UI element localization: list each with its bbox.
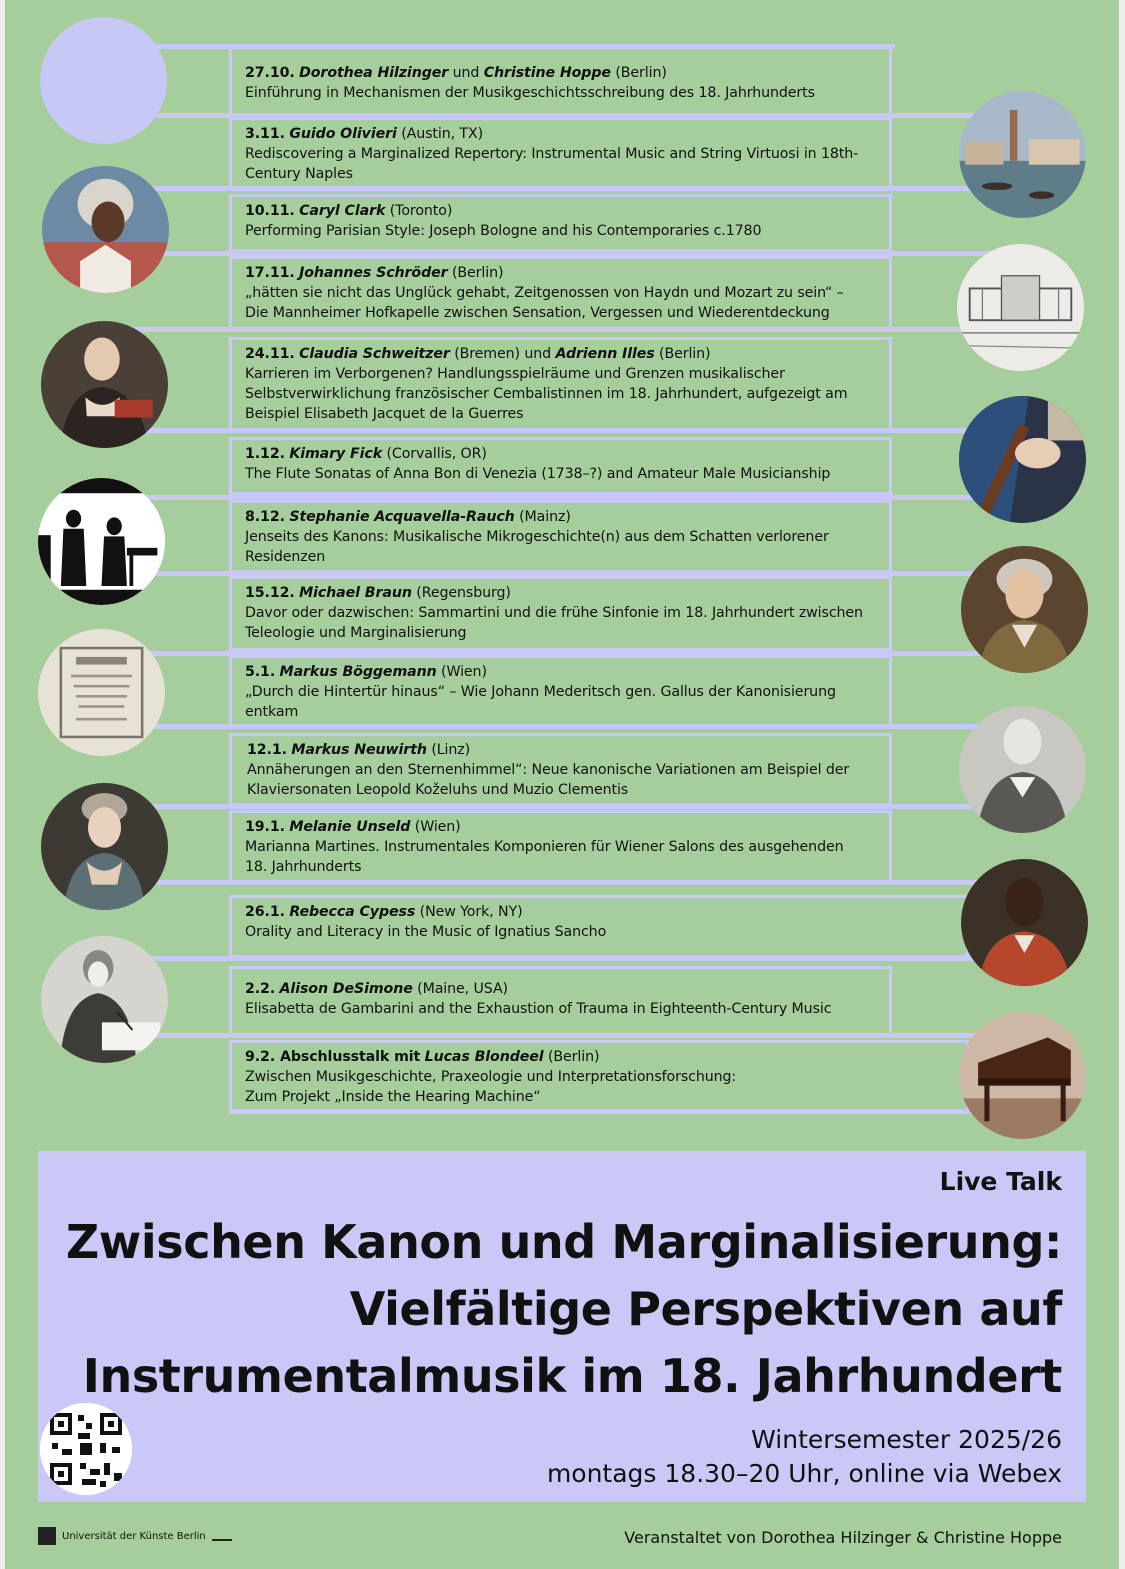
event-item: 26.1. Rebecca Cypess (New York, NY) Orality and Literacy in the Music of Ignatius Sancho xyxy=(229,895,969,958)
event-item: 24.11. Claudia Schweitzer (Bremen) und Adrienn Illes (Berlin) Karrieren im Verborgenen? Handlungsspielräume und Grenzen musikalischer Selbstverwirklichung französischer Cembalistinnen im 18. Jahrhundert, aufgezeigt am Beispiel Elisabeth Jacquet de la Guerres xyxy=(229,337,892,432)
event-item: 9.2. Abschlusstalk mit Lucas Blondeel (Berlin) Zwischen Musikgeschichte, Praxeologie und Interpretationsforschung: Zum Projekt „Inside the Hearing Machine“ xyxy=(229,1040,969,1112)
event-item: 12.1. Markus Neuwirth (Linz) Annäherungen an den Sternenhimmel“: Neue kanonische Variationen am Beispiel der Klaviersonaten Leopold Koželuhs und Muzio Clementis xyxy=(229,733,892,806)
portrait-image xyxy=(961,546,1088,673)
right-edge xyxy=(1119,0,1125,1569)
university-logo[interactable]: Universität der Künste Berlin xyxy=(38,1527,232,1545)
portrait-image xyxy=(961,859,1088,986)
flute-painting-image xyxy=(959,396,1086,523)
left-edge xyxy=(0,0,5,1569)
organizers-text: Veranstaltet von Dorothea Hilzinger & Christine Hoppe xyxy=(624,1528,1062,1547)
series-title: Zwischen Kanon und Marginalisierung: Vielfältige Perspektiven auf Instrumentalmusik im 18. Jahrhundert xyxy=(65,1215,1062,1403)
lavender-circle xyxy=(40,17,167,144)
event-item: 2.2. Alison DeSimone (Maine, USA) Elisabetta de Gambarini and the Exhaustion of Trauma in Eighteenth-Century Music xyxy=(229,966,892,1036)
engraving-image xyxy=(41,936,168,1063)
title-page-image xyxy=(38,629,165,756)
qr-code[interactable] xyxy=(40,1403,132,1495)
portrait-image xyxy=(959,706,1086,833)
event-item: 19.1. Melanie Unseld (Wien) Marianna Martines. Instrumentales Komponieren für Wiener Salons des ausgehenden 18. Jahrhunderts xyxy=(229,810,892,884)
udk-logo-icon xyxy=(38,1527,56,1545)
event-item: 5.1. Markus Böggemann (Wien) „Durch die Hintertür hinaus“ – Wie Johann Mederitsch gen. Gallus der Kanonisierung entkam xyxy=(229,655,892,728)
event-item: 15.12. Michael Braun (Regensburg) Davor oder dazwischen: Sammartini und die frühe Sinfonie im 18. Jahrhundert zwischen Teleologie und Marginalisierung xyxy=(229,576,892,651)
schedule-text: montags 18.30–20 Uhr, online via Webex xyxy=(546,1459,1062,1488)
semester-text: Wintersemester 2025/26 xyxy=(751,1425,1062,1454)
event-item: 8.12. Stephanie Acquavella-Rauch (Mainz) Jenseits des Kanons: Musikalische Mikrogeschichte(n) aus dem Schatten verlorener Residenzen xyxy=(229,500,892,573)
event-item: 1.12. Kimary Fick (Corvallis, OR) The Flute Sonatas of Anna Bon di Venezia (1738–?) and Amateur Male Musicianship xyxy=(229,437,892,495)
fortepiano-image xyxy=(959,1012,1086,1139)
portrait-image xyxy=(41,783,168,910)
event-item: 27.10. Dorothea Hilzinger und Christine Hoppe (Berlin) Einführung in Mechanismen der Musikgeschichtsschreibung des 18. Jahrhunderts xyxy=(229,44,892,117)
portrait-image xyxy=(42,166,169,293)
event-item: 17.11. Johannes Schröder (Berlin) „hätten sie nicht das Unglück gehabt, Zeitgenossen von Haydn und Mozart zu sein“ – Die Mannheimer Hofkapelle zwischen Sensation, Vergessen und Wiederentdeckung xyxy=(229,256,892,331)
venice-painting-image xyxy=(959,91,1086,218)
silhouette-image xyxy=(38,478,165,605)
portrait-image xyxy=(41,321,168,448)
live-talk-label: Live Talk xyxy=(939,1167,1062,1196)
title-panel xyxy=(38,1151,1086,1502)
event-item: 10.11. Caryl Clark (Toronto) Performing Parisian Style: Joseph Bologne and his Contemporaries c.1780 xyxy=(229,194,892,252)
event-item: 3.11. Guido Olivieri (Austin, TX) Rediscovering a Marginalized Repertory: Instrumental Music and String Virtuosi in 18th-Century Naples xyxy=(229,117,892,190)
palace-engraving-image xyxy=(957,244,1084,371)
